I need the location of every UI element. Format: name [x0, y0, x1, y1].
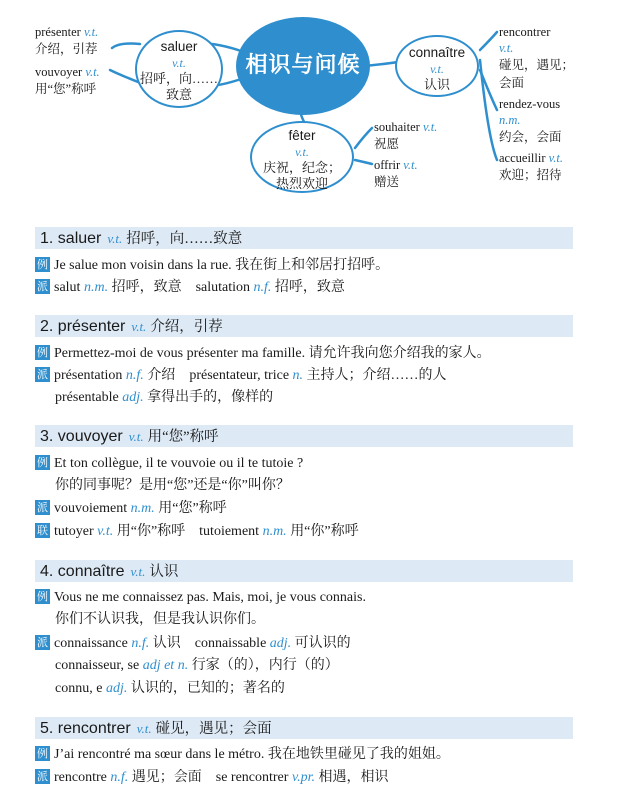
- leaf-word: offrir: [374, 158, 401, 172]
- entry-meaning: 用“您”称呼: [147, 429, 219, 445]
- derivative-line: [35, 278, 345, 298]
- leaf-pos: v.t.: [422, 120, 438, 134]
- example-tag: 例: [37, 590, 48, 603]
- node-word: saluer: [160, 39, 198, 54]
- derivative-line: [55, 388, 273, 408]
- leaf-meaning: 碰见，遇见；: [499, 58, 575, 72]
- derivative-word: salut: [54, 280, 81, 295]
- leaf-word: accueillir: [499, 151, 546, 165]
- derivative-meaning: 招呼，致意: [111, 280, 182, 295]
- leaf-meaning: 会面: [499, 76, 525, 90]
- derivative-tag: 派: [37, 501, 48, 514]
- derivative-word: connu, e: [55, 681, 103, 696]
- entry-headword: 5. rencontrer: [40, 720, 131, 737]
- related-pos: v.t.: [97, 524, 114, 539]
- mindmap-leaf-souhaiter: [374, 119, 437, 153]
- derivative-line: [35, 366, 447, 386]
- mindmap-node-feter: [250, 121, 354, 193]
- entry-headword: 2. présenter: [40, 318, 126, 335]
- example-text: Et ton collègue, il te vouvoie ou il te tutoie ?: [54, 456, 304, 471]
- leaf-word: souhaiter: [374, 120, 420, 134]
- section-header-saluer: [35, 227, 573, 249]
- section-header-rencontrer: [35, 717, 573, 739]
- related-meaning: 用“你”称呼: [116, 524, 186, 539]
- example-line: [35, 344, 491, 364]
- derivative-meaning: 认识的，已知的；著名的: [130, 681, 285, 696]
- derivative-word: se rencontrer: [215, 770, 289, 785]
- node-pos: v.t.: [172, 56, 186, 70]
- section-header-connaitre: [35, 560, 573, 582]
- derivative-pos: n.m.: [83, 280, 109, 295]
- derivative-line: [55, 679, 285, 699]
- derivative-word: présentation: [54, 368, 123, 383]
- derivative-pos: n.f.: [131, 636, 150, 651]
- entry-pos: v.t.: [130, 564, 146, 579]
- example-line: [35, 745, 450, 765]
- related-line: [35, 522, 359, 542]
- mindmap-node-connaitre: [395, 35, 479, 97]
- leaf-pos: v.t.: [403, 158, 418, 172]
- node-meaning: 致意: [165, 87, 192, 102]
- example-tag: 例: [37, 456, 48, 469]
- example-tag: 例: [37, 346, 48, 359]
- derivative-tag: 派: [37, 636, 48, 649]
- related-meaning: 用“你”称呼: [290, 524, 359, 539]
- leaf-pos: v.t.: [548, 151, 563, 165]
- leaf-meaning: 介绍，引荐: [35, 42, 98, 56]
- related-word: tutoyer: [54, 524, 94, 539]
- example-line: [35, 454, 303, 474]
- derivative-word: rencontre: [54, 770, 107, 785]
- entry-headword: 4. connaître: [40, 563, 125, 580]
- node-meaning: 招呼，向……: [139, 71, 218, 86]
- derivative-word: connaissance: [54, 636, 128, 651]
- entry-pos: v.t.: [131, 319, 147, 334]
- section-header-vouvoyer: [35, 425, 573, 447]
- mindmap-leaf-accueillir: [499, 150, 563, 184]
- derivative-tag: 派: [37, 280, 48, 293]
- derivative-pos: n.f.: [253, 280, 272, 295]
- leaf-word: rencontrer: [499, 25, 551, 39]
- derivative-pos: v.pr.: [291, 770, 316, 785]
- derivative-word: connaissable: [194, 636, 267, 651]
- entry-meaning: 介绍，引荐: [150, 319, 223, 335]
- example-text: Permettez-moi de vous présenter ma famille. 请允许我向您介绍我的家人。: [54, 346, 491, 361]
- derivative-meaning: 主持人；介绍……的人: [306, 368, 447, 383]
- related-pos: n.m.: [262, 524, 287, 539]
- derivative-meaning: 相遇，相识: [318, 770, 389, 785]
- leaf-pos: v.t.: [85, 65, 100, 79]
- leaf-meaning: 祝愿: [374, 137, 400, 151]
- entry-meaning: 认识: [149, 564, 179, 580]
- mindmap-leaf-presenter: [35, 24, 98, 58]
- example-line: [35, 588, 366, 608]
- entry-pos: v.t.: [136, 721, 152, 736]
- derivative-line: [35, 634, 351, 654]
- mindmap-node-saluer: [135, 30, 223, 108]
- mindmap-leaf-rendezvous: [499, 96, 562, 146]
- node-pos: v.t.: [430, 62, 444, 76]
- section-header-presenter: [35, 315, 573, 337]
- mindmap-leaf-rencontrer: [499, 24, 574, 92]
- derivative-meaning: 认识: [152, 636, 181, 651]
- example-line: [35, 256, 389, 276]
- derivative-tag: 派: [37, 770, 48, 783]
- derivative-meaning: 招呼，致意: [274, 280, 345, 295]
- node-meaning: 庆祝，纪念；: [262, 160, 341, 175]
- node-word: connaître: [408, 45, 466, 60]
- derivative-pos: n.m.: [130, 501, 155, 516]
- derivative-pos: adj et n.: [142, 658, 189, 673]
- leaf-word: vouvoyer: [35, 65, 83, 79]
- entry-meaning: 碰见，遇见；会面: [155, 721, 272, 737]
- leaf-word: rendez-vous: [499, 97, 561, 111]
- derivative-meaning: 介绍: [147, 368, 176, 383]
- example-text: Je salue mon voisin dans la rue. 我在街上和邻居打招呼。: [54, 258, 390, 273]
- example-translation: 你们不认识我，但是我认识你们。: [55, 612, 265, 627]
- node-word: fêter: [288, 128, 316, 143]
- leaf-pos: n.m.: [499, 113, 521, 127]
- leaf-meaning: 用“您”称呼: [35, 82, 97, 96]
- derivative-line: [55, 656, 339, 676]
- derivative-meaning: 可认识的: [294, 636, 351, 651]
- example-translation: 你的同事呢？是用“您”还是“你”叫你？: [55, 478, 290, 493]
- mindmap-leaf-vouvoyer: [35, 64, 100, 98]
- derivative-word: présentateur, trice: [189, 368, 290, 383]
- derivative-meaning: 遇见；会面: [131, 770, 202, 785]
- entry-meaning: 招呼，向……致意: [126, 231, 243, 247]
- related-word: tutoiement: [199, 524, 260, 539]
- derivative-line: [35, 768, 389, 788]
- derivative-meaning: 拿得出手的，像样的: [147, 390, 274, 405]
- derivative-word: vouvoiement: [54, 501, 128, 516]
- example-tag: 例: [37, 747, 48, 760]
- derivative-pos: n.f.: [110, 770, 129, 785]
- derivative-meaning: 行家（的），内行（的）: [191, 658, 339, 673]
- derivative-line: [35, 499, 227, 519]
- derivative-word: connaisseur, se: [55, 658, 140, 673]
- example-tag: 例: [37, 258, 48, 271]
- node-meaning: 认识: [423, 77, 450, 92]
- derivative-tag: 派: [37, 368, 48, 381]
- derivative-pos: adj.: [105, 681, 128, 696]
- entry-headword: 3. vouvoyer: [40, 428, 123, 445]
- leaf-pos: v.t.: [83, 25, 99, 39]
- leaf-meaning: 约会，会面: [499, 130, 562, 144]
- example-text: J’ai rencontré ma sœur dans le métro. 我在地铁里碰见了我的姐姐。: [54, 747, 450, 762]
- derivative-word: salutation: [195, 280, 251, 295]
- derivative-pos: adj.: [269, 636, 292, 651]
- derivative-word: présentable: [55, 390, 119, 405]
- derivative-pos: n.f.: [125, 368, 144, 383]
- derivative-pos: adj.: [122, 390, 144, 405]
- leaf-meaning: 赠送: [374, 175, 400, 189]
- mindmap-center-topic: 相识与问候: [236, 17, 370, 115]
- leaf-meaning: 欢迎；招待: [499, 168, 562, 182]
- leaf-word: présenter: [35, 25, 81, 39]
- mindmap-leaf-offrir: [374, 157, 418, 191]
- related-tag: 联: [37, 524, 48, 537]
- node-meaning: 热烈欢迎: [275, 176, 328, 191]
- entry-headword: 1. saluer: [40, 230, 102, 247]
- leaf-pos: v.t.: [499, 41, 514, 55]
- entry-pos: v.t.: [107, 231, 123, 246]
- node-pos: v.t.: [295, 145, 309, 159]
- example-text: Vous ne me connaissez pas. Mais, moi, je vous connais.: [54, 590, 366, 605]
- entry-pos: v.t.: [128, 429, 144, 444]
- derivative-pos: n.: [292, 368, 304, 383]
- derivative-meaning: 用“您”称呼: [158, 501, 227, 516]
